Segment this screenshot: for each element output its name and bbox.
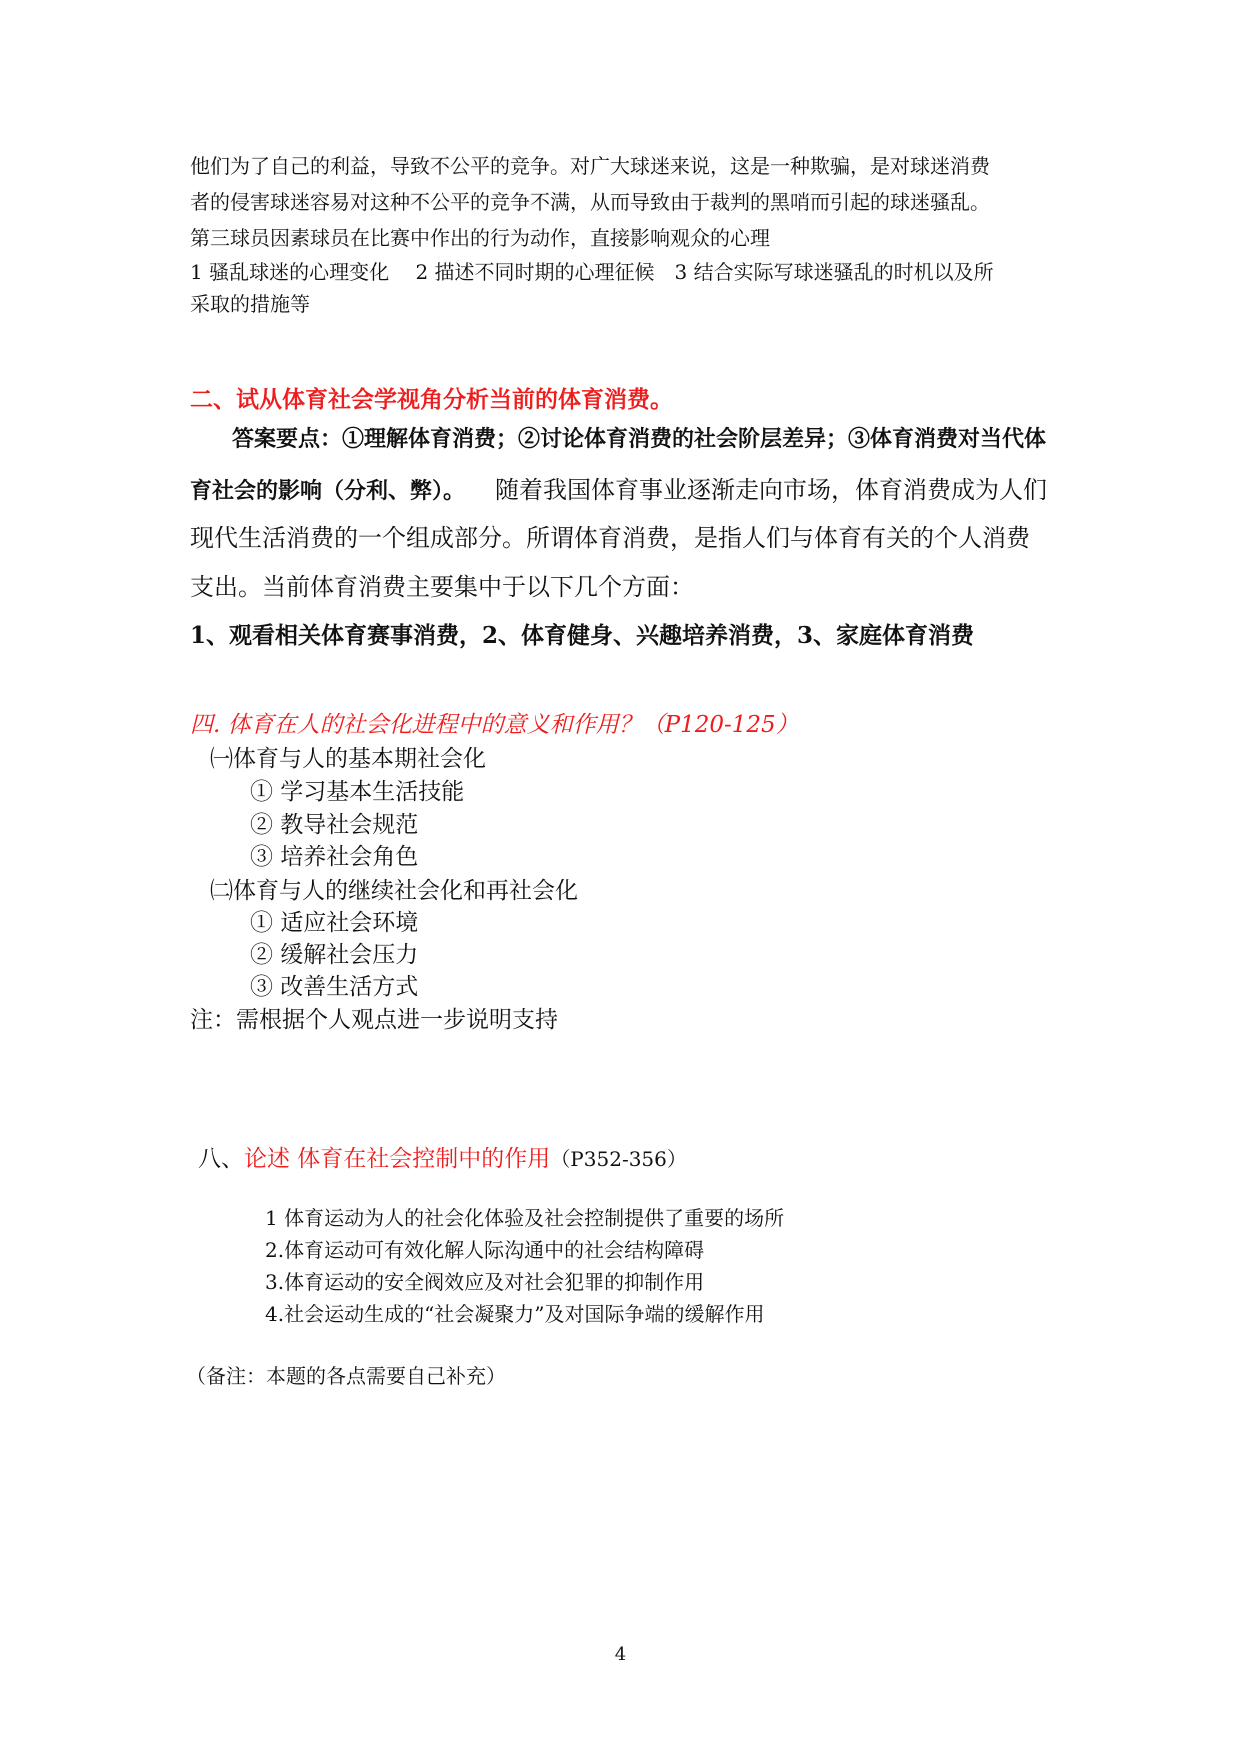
key-points-line: 答案要点：①理解体育消费；②讨论体育消费的社会阶层差异；③体育消费对当代体: [232, 426, 1047, 452]
list-item: ㈡体育与人的继续社会化和再社会化: [210, 878, 578, 904]
list-item: ③ 改善生活方式: [250, 974, 419, 1000]
section-prefix: 八、: [198, 1146, 244, 1172]
paragraph-line: 支出。当前体育消费主要集中于以下几个方面：: [190, 573, 694, 601]
section-heading: [198, 1140, 687, 1173]
list-item: 2.体育运动可有效化解人际沟通中的社会结构障碍: [265, 1238, 705, 1262]
paragraph-line: 1 骚乱球迷的心理变化 2 描述不同时期的心理征候 3 结合实际写球迷骚乱的时机以及所: [190, 260, 994, 284]
list-item: ② 教导社会规范: [250, 812, 419, 838]
paragraph-line: 采取的措施等: [190, 292, 310, 316]
list-item: ① 适应社会环境: [250, 910, 419, 936]
page-reference: （P352-356）: [550, 1147, 687, 1171]
section-heading: 二、试从体育社会学视角分析当前的体育消费。: [190, 386, 673, 413]
section-heading: 四. 体育在人的社会化进程中的意义和作用？（P120-125）: [190, 712, 799, 738]
body-text: 随着我国体育事业逐渐走向市场，体育消费成为人们: [495, 476, 1048, 504]
list-item: 1 体育运动为人的社会化体验及社会控制提供了重要的场所: [265, 1206, 785, 1230]
list-item: ② 缓解社会压力: [250, 942, 419, 968]
paragraph-line: 者的侵害球迷容易对这种不公平的竞争不满，从而导致由于裁判的黑哨而引起的球迷骚乱。: [190, 190, 990, 214]
list-item: ③ 培养社会角色: [250, 844, 419, 870]
summary-line: 1、观看相关体育赛事消费，2、体育健身、兴趣培养消费，3、家庭体育消费: [190, 622, 975, 649]
paragraph-line: 他们为了自己的利益，导致不公平的竞争。对广大球迷来说，这是一种欺骗，是对球迷消费: [190, 154, 990, 178]
key-points-line: [190, 470, 1047, 505]
section-title: 论述 体育在社会控制中的作用: [244, 1146, 551, 1172]
list-item: 4.社会运动生成的“社会凝聚力”及对国际争端的缓解作用: [265, 1302, 765, 1326]
list-item: 3.体育运动的安全阀效应及对社会犯罪的抑制作用: [265, 1270, 705, 1294]
paragraph-line: 第三球员因素球员在比赛中作出的行为动作，直接影响观众的心理: [190, 226, 770, 250]
list-item: ① 学习基本生活技能: [250, 779, 465, 805]
list-item: ㈠体育与人的基本期社会化: [210, 746, 486, 772]
page-number: 4: [614, 1644, 627, 1665]
remark-line: （备注：本题的各点需要自己补充）: [186, 1364, 506, 1388]
key-points-text: 育社会的影响（分利、弊）。: [190, 478, 466, 504]
note-line: 注：需根据个人观点进一步说明支持: [190, 1007, 558, 1033]
paragraph-line: 现代生活消费的一个组成部分。所谓体育消费，是指人们与体育有关的个人消费: [190, 524, 1030, 552]
